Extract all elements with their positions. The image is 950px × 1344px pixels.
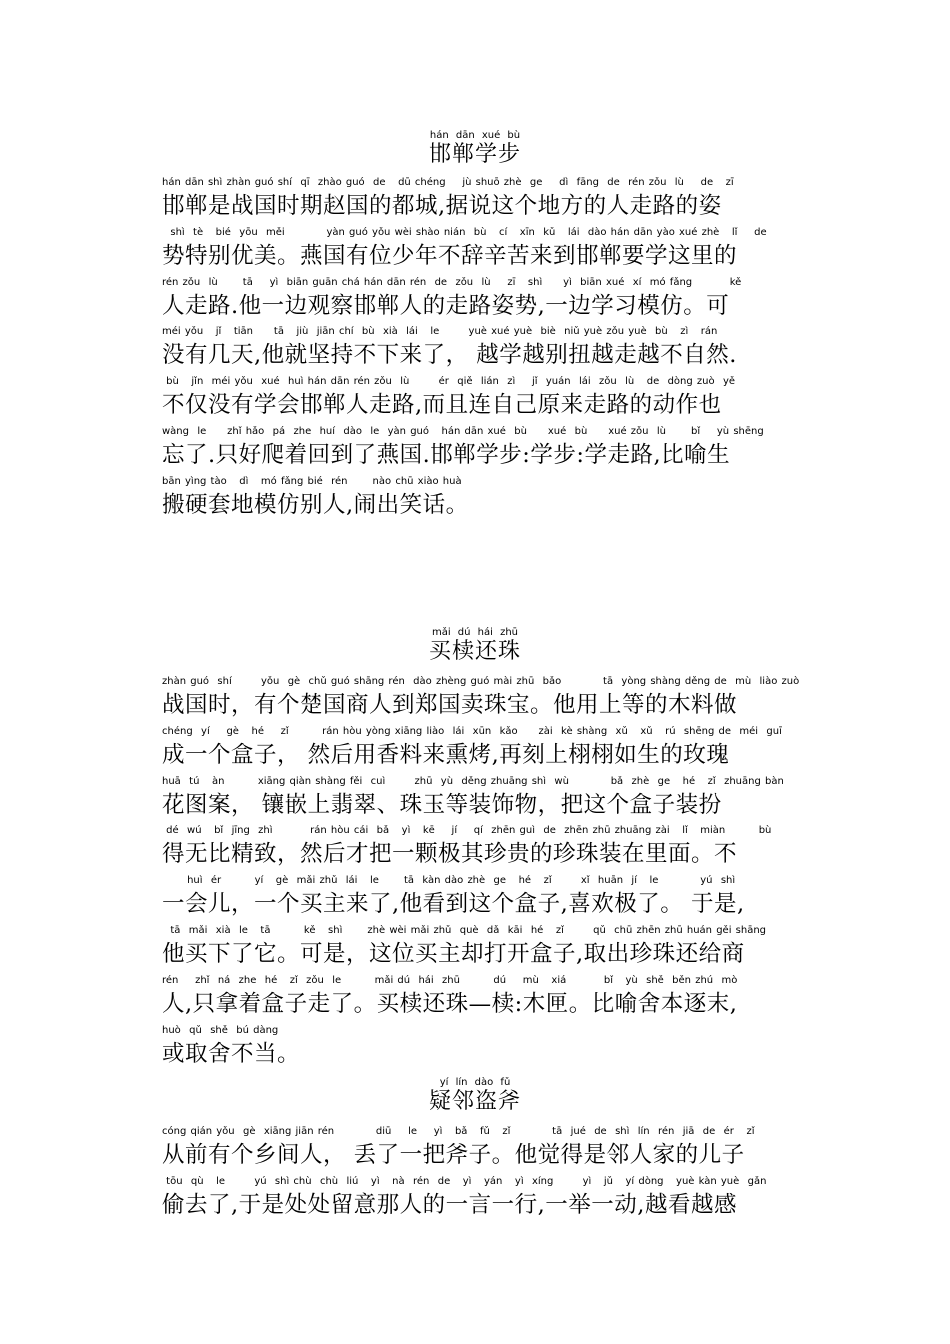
pinyin-row: rén zǒu lù tā yì biān guān chá hán dān rén de zǒu lù zī shì yì biān xué xí mó fǎng kě: [162, 276, 742, 288]
hanzi-row: 得无比精致，然后才把一颗极其珍贵的珍珠装在里面。不: [162, 841, 738, 868]
hanzi-row: 人走路.他一边观察邯郸人的走路姿势,一边学习模仿。可: [162, 292, 730, 319]
pinyin-row: hán dān shì zhàn guó shí qī zhào guó de dū chéng jù shuō zhè ge dì fāng de rén zǒu lù de zī: [162, 177, 734, 188]
story-body-maidu: [162, 676, 812, 1074]
text-line: [162, 825, 812, 875]
hanzi-row: 他买下了它。可是，这位买主却打开盒子,取出珍珠还给商: [162, 940, 745, 967]
text-line: [162, 776, 812, 826]
title-text: 买椟还珠: [428, 639, 521, 664]
pinyin-row: bān yìng tào dì mó fǎng bié rén nào chū xiào huà: [162, 475, 462, 487]
title-text: 疑邻盗斧: [428, 1089, 521, 1114]
hanzi-row: 人,只拿着盒子走了。买椟还珠—椟:木匣。比喻舍本逐末,: [162, 990, 738, 1017]
hanzi-row: 花图案， 镶嵌上翡翠、珠玉等装饰物，把这个盒子装扮: [162, 791, 722, 818]
pinyin-row: huò qǔ shě bú dàng: [162, 1024, 279, 1036]
pinyin-row: tōu qù le yú shì chù chù liú yì nà rén de yì yán yì xíng yì jǔ yí dòng yuè kàn yuè gǎn: [162, 1175, 767, 1187]
pinyin-row: dé wú bǐ jīng zhì rán hòu cái bǎ yì kē jí qí zhēn guì de zhēn zhū zhuāng zài lǐ miàn bù: [162, 825, 772, 837]
hanzi-row: 没有几天,他就坚持不下来了， 越学越别扭越走越不自然.: [162, 342, 737, 369]
story-title-handan: [0, 130, 950, 168]
text-line: [162, 227, 812, 277]
text-line: [162, 426, 812, 476]
story-body-yilin: [162, 1126, 812, 1226]
hanzi-row: 从前有个乡间人， 丢了一把斧子。他觉得是邻人家的儿子: [162, 1142, 745, 1168]
story-title-maidu: [0, 627, 950, 665]
hanzi-row: 不仅没有学会邯郸人走路,而且连自己原来走路的动作也: [162, 392, 722, 419]
title-text: 邯郸学步: [428, 142, 521, 167]
text-line: [162, 1176, 812, 1226]
title-pinyin: hán dān xué bù: [429, 130, 521, 141]
text-line: [162, 975, 812, 1025]
title-pinyin: mǎi dú hái zhū: [431, 627, 519, 638]
text-line: [162, 476, 812, 526]
text-line: [162, 277, 812, 327]
pinyin-row: zhàn guó shí yǒu gè chǔ guó shāng rén dào zhèng guó mài zhū bǎo tā yòng shàng děng de mù liào zuò: [162, 676, 800, 687]
hanzi-row: 忘了.只好爬着回到了燕国.邯郸学步:学步:学走路,比喻生: [162, 441, 731, 468]
pinyin-row: rén zhǐ ná zhe hé zǐ zǒu le mǎi dú hái zhū dú mù xiá bǐ yù shě běn zhú mò: [162, 974, 738, 986]
hanzi-row: 或取舍不当。: [162, 1040, 301, 1067]
pinyin-row: bù jǐn méi yǒu xué huì hán dān rén zǒu lù ér qiě lián zì jǐ yuán lái zǒu lù de dòng zuò yě: [162, 376, 736, 388]
hanzi-row: 偷去了,于是处处留意那人的一言一行,一举一动,越看越感: [162, 1191, 737, 1218]
hanzi-row: 邯郸是战国时期赵国的都城,据说这个地方的人走路的姿: [162, 193, 722, 219]
story-title-yilin: [0, 1077, 950, 1115]
hanzi-row: 势特别优美。燕国有位少年不辞辛苦来到邯郸要学这里的: [162, 242, 738, 269]
text-line: [162, 376, 812, 426]
text-line: [162, 1126, 812, 1176]
pinyin-row: méi yǒu jǐ tiān tā jiù jiān chí bù xià lái le yuè xué yuè biè niǔ yuè zǒu yuè bù zì rán: [162, 326, 718, 338]
text-line: [162, 726, 812, 776]
pinyin-row: cóng qián yǒu gè xiāng jiān rén diū le yì bǎ fǔ zǐ tā jué de shì lín rén jiā de ér zǐ: [162, 1126, 755, 1137]
hanzi-row: 战国时，有个楚国商人到郑国卖珠宝。他用上等的木料做: [162, 692, 738, 718]
hanzi-row: 一会儿，一个买主来了,他看到这个盒子,喜欢极了。 于是,: [162, 891, 745, 918]
pinyin-row: wàng le zhǐ hǎo pá zhe huí dào le yàn guó hán dān xué bù xué bù xué zǒu lù bǐ yù shēng: [162, 425, 764, 437]
hanzi-row: 成一个盒子， 然后用香料来熏烤,再刻上栩栩如生的玫瑰: [162, 741, 730, 768]
text-line: [162, 925, 812, 975]
text-line: [162, 676, 812, 726]
text-line: [162, 177, 812, 227]
story-body-handan: [162, 177, 812, 526]
pinyin-row: chéng yí gè hé zǐ rán hòu yòng xiāng liào lái xūn kǎo zài kè shàng xǔ xǔ rú shēng de méi guī: [162, 725, 782, 737]
hanzi-row: 搬硬套地模仿别人,闹出笑话。: [162, 491, 469, 518]
pinyin-row: huì ér yí gè mǎi zhǔ lái le tā kàn dào zhè ge hé zǐ xǐ huān jí le yú shì: [162, 875, 736, 887]
pinyin-row: huā tú àn xiāng qiàn shàng fěi cuì zhū yù děng zhuāng shì wù bǎ zhè ge hé zǐ zhuāng bàn: [162, 775, 784, 787]
text-line: [162, 326, 812, 376]
pinyin-row: tā mǎi xià le tā kě shì zhè wèi mǎi zhǔ què dǎ kāi hé zǐ qǔ chū zhēn zhū huán gěi shāng: [162, 924, 767, 936]
title-pinyin: yí lín dào fǔ: [439, 1077, 511, 1088]
text-line: [162, 1025, 812, 1075]
pinyin-row: shì tè bié yōu měi yàn guó yǒu wèi shào nián bù cí xīn kǔ lái dào hán dān yào xué zhè lǐ de: [162, 226, 767, 238]
text-line: [162, 875, 812, 925]
